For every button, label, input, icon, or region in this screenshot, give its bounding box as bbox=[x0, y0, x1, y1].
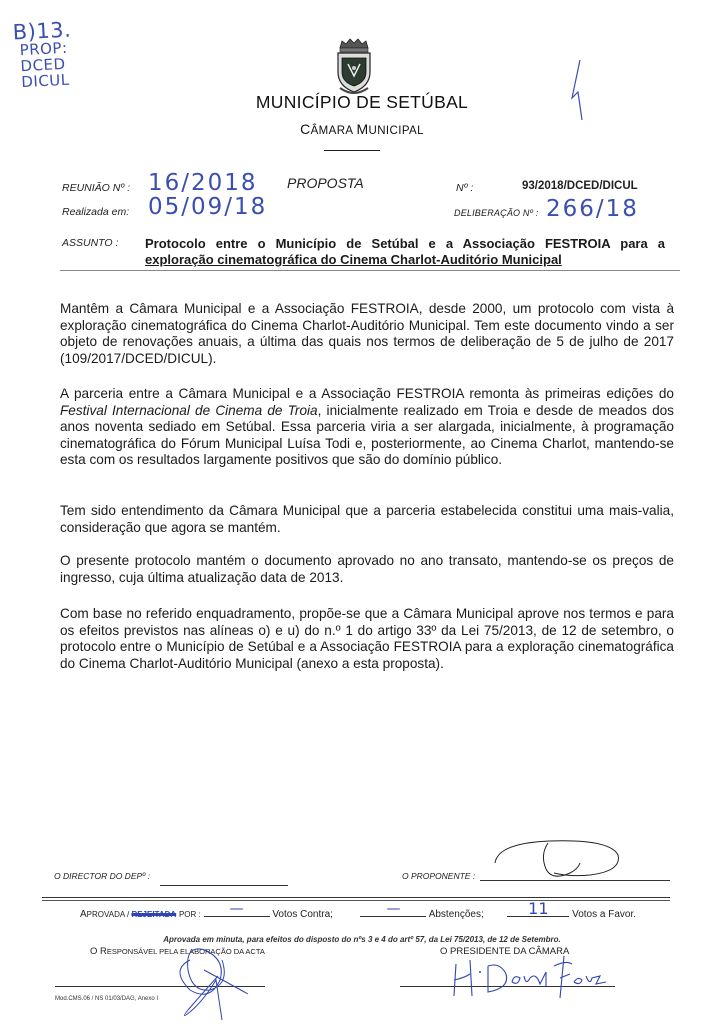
municipality-title: MUNICÍPIO DE SETÚBAL bbox=[255, 92, 469, 112]
proponente-label: O PROPONENTE : bbox=[402, 871, 476, 881]
section-divider bbox=[42, 900, 670, 901]
body-paragraph: Com base no referido enquadramento, propõe-se que a Câmara Municipal aprove nos termos e para os efeitos previstos nas alíneas o) e u) do n.º 1 do artigo 33º da Lei 75/2013, de 12 de setembro, o protocolo entre o Município de Setúbal e a Associação FESTROIA para a exploração cinematográfica do Cinema Charlot-Auditório Municipal (anexo a esta proposta). bbox=[60, 606, 674, 671]
assunto-line: Protocolo entre o Município de Setúbal e a Associação FESTROIA para a bbox=[145, 236, 665, 251]
form-code: Mod.CMS.06 / NS 01/03/DAG, Anexo I bbox=[55, 996, 159, 1002]
assunto-label: ASSUNTO : bbox=[62, 237, 119, 249]
municipal-first-letter: M bbox=[356, 121, 369, 137]
aprovada-rest: PROVADA bbox=[86, 910, 125, 919]
presidente-label: O PRESIDENTE DA CÂMARA bbox=[440, 946, 570, 957]
responsavel-signature bbox=[160, 940, 260, 1024]
presidente-signature bbox=[450, 952, 610, 1002]
camara-rest: ÂMARA bbox=[310, 125, 357, 137]
proponente-signature bbox=[490, 835, 630, 885]
director-signature-line bbox=[160, 885, 288, 886]
assunto-text bbox=[145, 236, 665, 267]
numero-value: 93/2018/DCED/DICUL bbox=[522, 180, 638, 192]
deliberacao-label: DELIBERAÇÃO Nº : bbox=[454, 208, 539, 218]
festival-name: Festival Internacional de Cinema de Troia bbox=[60, 402, 318, 418]
numero-label: Nº : bbox=[456, 182, 474, 194]
annotation-line: PROP: bbox=[19, 38, 68, 60]
responsavel-first: O R bbox=[90, 946, 107, 957]
abstencoes-value: — bbox=[386, 901, 401, 917]
annotation-line: B)13. bbox=[12, 17, 72, 45]
camara-subtitle bbox=[0, 121, 724, 137]
assunto-line: exploração cinematográfica do Cinema Charlot-Auditório Municipal bbox=[145, 251, 562, 267]
votos-contra-field bbox=[204, 901, 270, 917]
responsavel-rest: ESPONSÁVEL PELA ELABORAÇÃO DA ACTA bbox=[106, 947, 265, 956]
votos-favor-value: 11 bbox=[528, 899, 549, 918]
paragraph-text: , inicialmente realizado em Troia e desde de meados dos anos noventa sediado em Setúbal. Essa parceria viria a ser alargada, inicialmente, à programação cinematográfica do Fórum Municipal Luísa Todi e, posteriormente, ao Cinema Charlot, mantendo-se esta com os resultados largamente positivos que são do domínio público. bbox=[60, 402, 674, 468]
reuniao-label: REUNIÃO Nº : bbox=[62, 182, 131, 194]
votos-contra-label: Votos Contra; bbox=[272, 909, 333, 920]
votos-favor-field bbox=[507, 899, 569, 918]
header-rule bbox=[60, 270, 680, 271]
coat-of-arms-icon bbox=[332, 38, 376, 98]
reuniao-value: 16/2018 bbox=[148, 170, 258, 196]
votos-contra-value: — bbox=[229, 901, 244, 917]
director-label: O DIRECTOR DO DEPº : bbox=[54, 871, 150, 881]
paragraph-text: A parceria entre a Câmara Municipal e a Associação FESTROIA remonta às primeiras edições do bbox=[60, 386, 674, 401]
aprovada-first: A bbox=[80, 909, 87, 920]
realizada-value: 05/09/18 bbox=[148, 194, 268, 220]
body-paragraph: Tem sido entendimento da Câmara Municipal que a parceria estabelecida constitui uma mais-valia, consideração que agora se mantém. bbox=[60, 503, 674, 535]
minuta-note: Aprovada em minuta, para efeitos do disposto do nºs 3 e 4 do artº 57, da Lei 75/2013, de 12 de Setembro. bbox=[163, 935, 561, 944]
annotation-line: DCED bbox=[20, 54, 67, 76]
annotation-line: DICUL bbox=[20, 70, 71, 92]
realizada-label: Realizada em: bbox=[62, 206, 130, 218]
votos-favor-label: Votos a Favor. bbox=[572, 909, 637, 920]
deliberacao-value: 266/18 bbox=[546, 196, 639, 222]
municipal-rest: UNICIPAL bbox=[368, 125, 424, 137]
voting-row: APROVADA / REJEITADA POR : — Votos Contra; — Abstenções; 11 Votos a Favor. bbox=[80, 899, 637, 920]
header-divider bbox=[324, 150, 380, 151]
section-divider bbox=[42, 897, 670, 898]
por-label: POR : bbox=[178, 910, 201, 919]
document-type: PROPOSTA bbox=[287, 175, 364, 191]
abstencoes-label: Abstenções; bbox=[428, 909, 484, 920]
body-paragraph: O presente protocolo mantém o documento aprovado no ano transato, mantendo-se os preços de ingresso, cuja última atualização data de 2013. bbox=[60, 553, 674, 585]
camara-first-letter: C bbox=[300, 121, 311, 137]
proponente-signature-line bbox=[480, 880, 670, 881]
body-paragraph bbox=[60, 386, 674, 469]
abstencoes-field bbox=[360, 901, 426, 917]
handwritten-annotation bbox=[12, 17, 74, 92]
body-paragraph: Mantêm a Câmara Municipal e a Associação FESTROIA, desde 2000, um protocolo com vista à exploração cinematográfica do Cinema Charlot-Auditório Municipal. Tem este documento vindo a ser objeto de renovações anuais, a última das quais nos termos de deliberação de 5 de julho de 2017 (109/2017/DCED/DICUL). bbox=[60, 301, 674, 366]
rejeitada-struck: REJEITADA bbox=[131, 910, 177, 919]
